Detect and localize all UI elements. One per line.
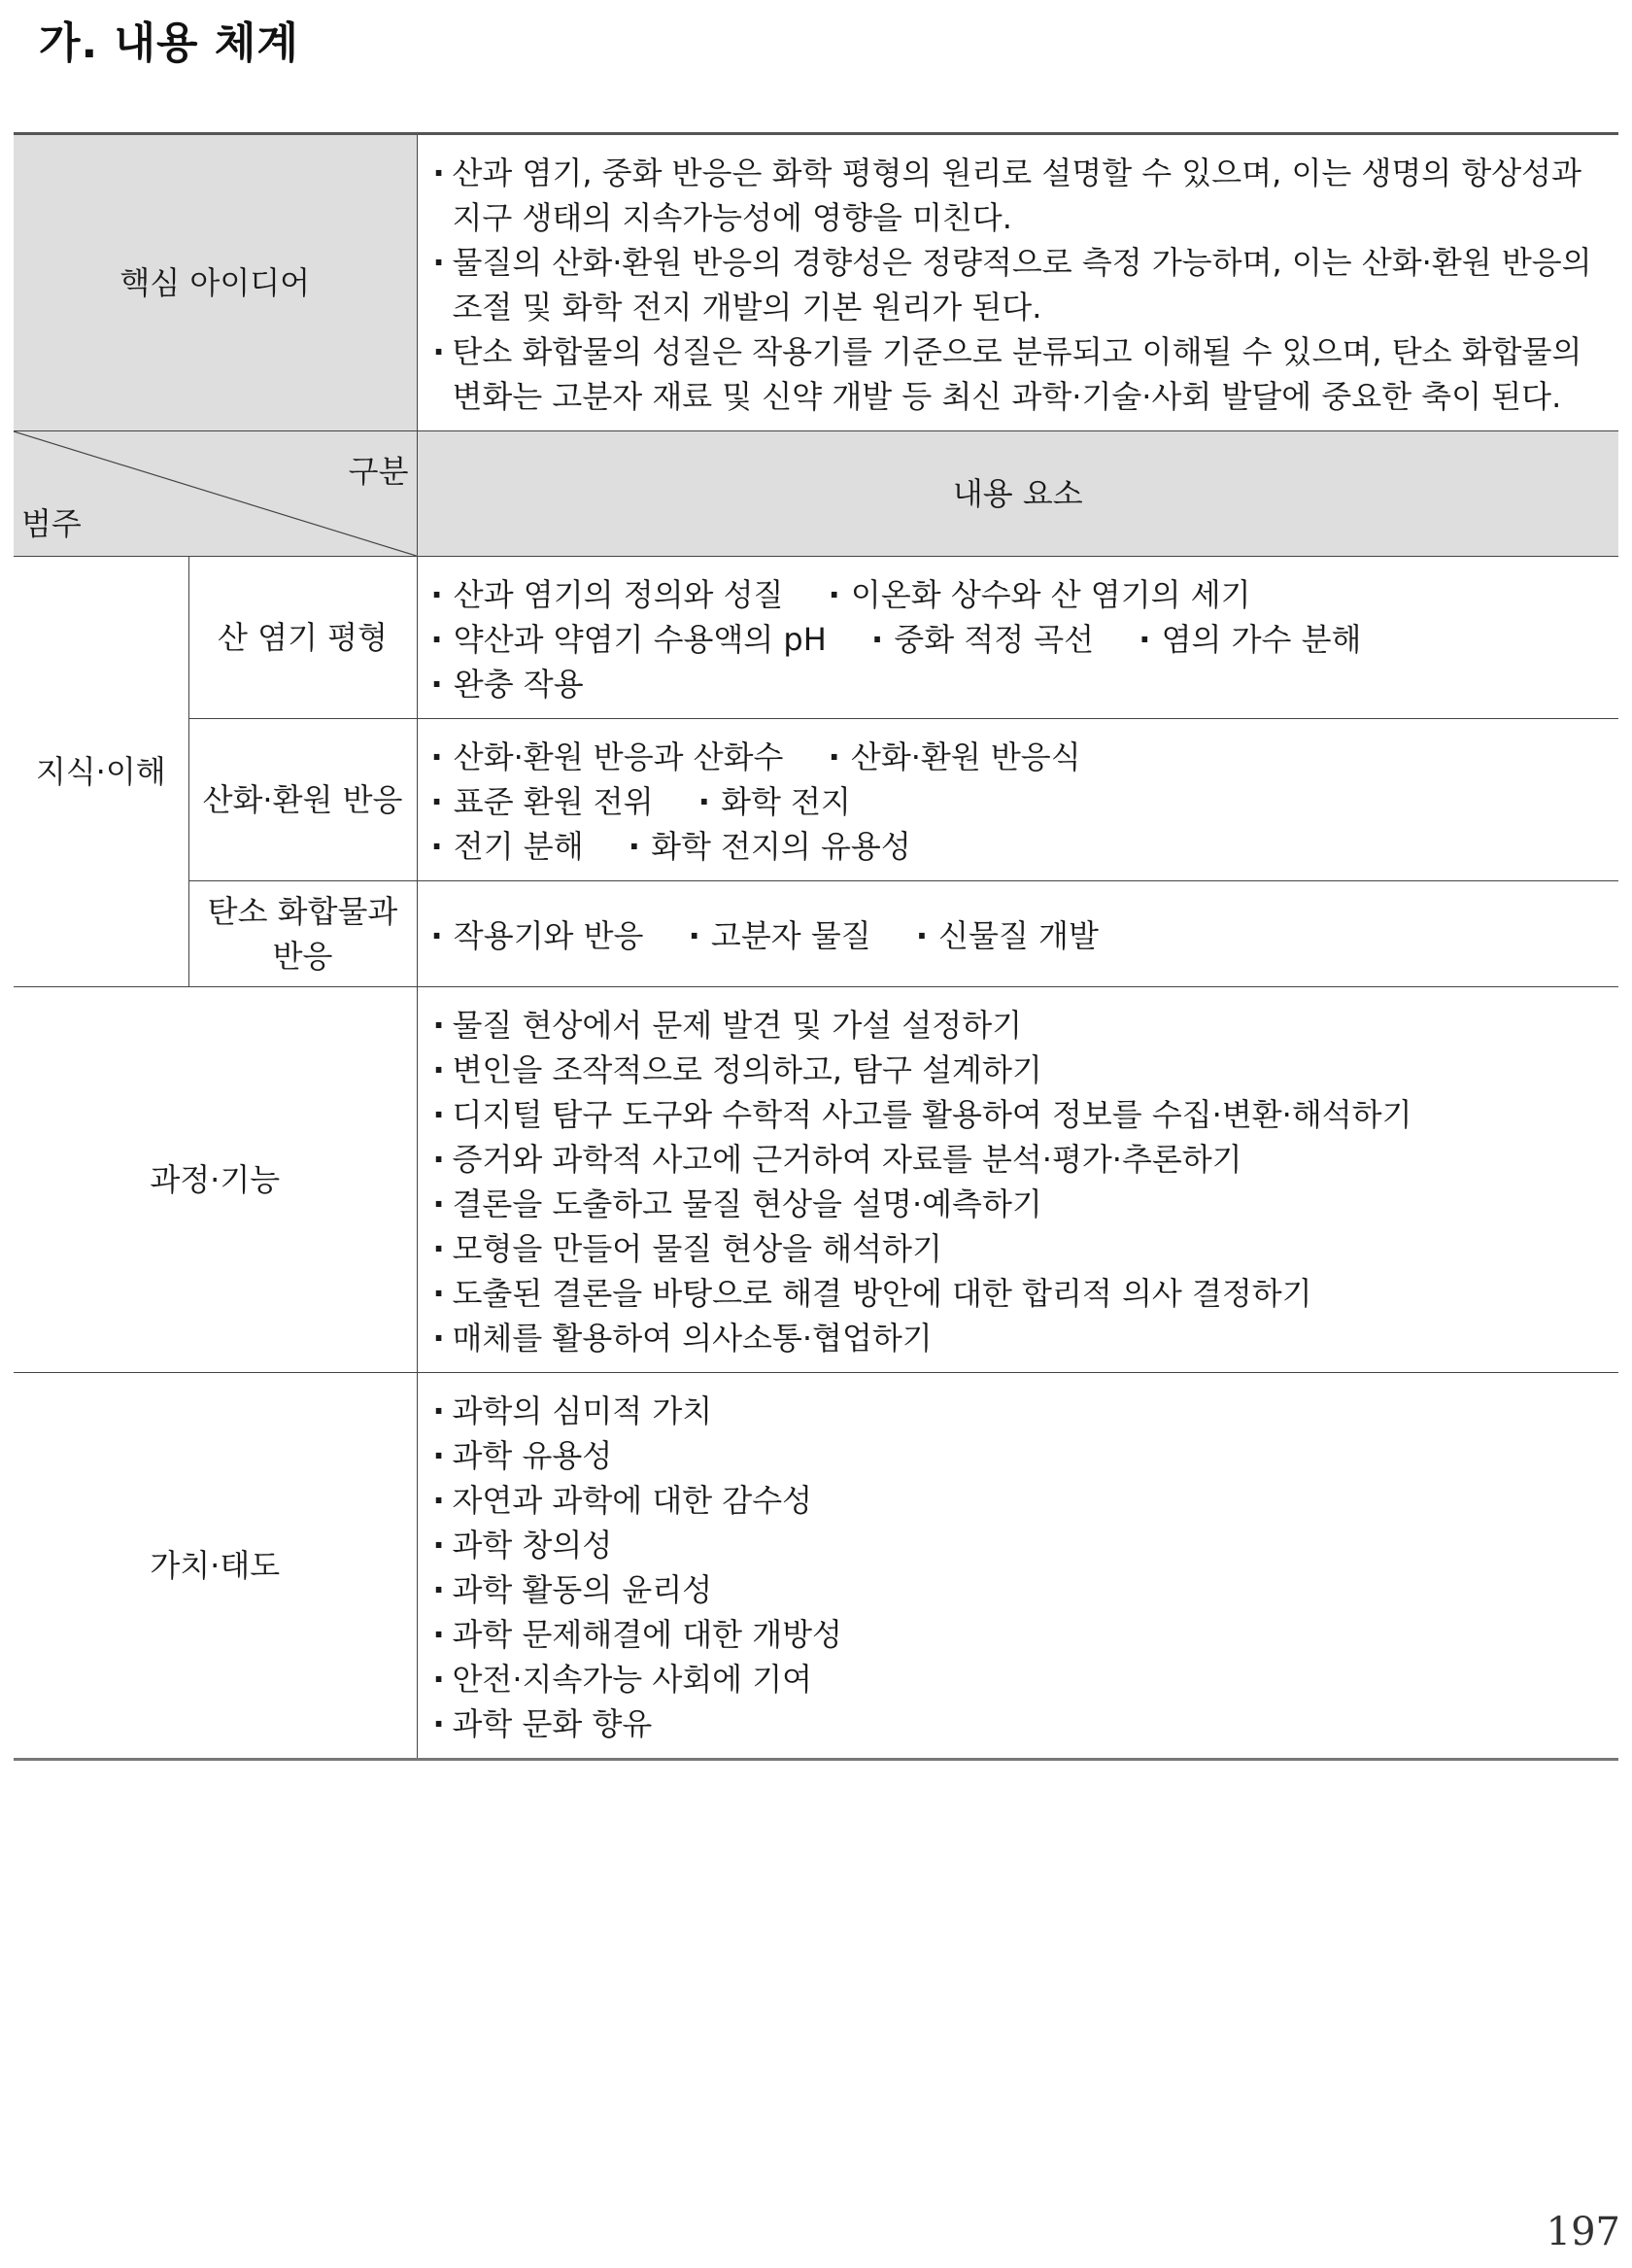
process-item: · 도출된 결론을 바탕으로 해결 방안에 대한 합리적 의사 결정하기 bbox=[431, 1271, 1612, 1316]
values-row bbox=[14, 1373, 1618, 1760]
values-category-cell bbox=[14, 1373, 417, 1760]
content-item: · 작용기와 반응 bbox=[431, 913, 644, 958]
values-item: · 과학 활동의 윤리성 bbox=[431, 1567, 1612, 1612]
content-item: · 고분자 물질 bbox=[689, 913, 871, 958]
content-item: · 염의 가수 분해 bbox=[1139, 617, 1361, 662]
values-item: · 과학의 심미적 가치 bbox=[431, 1389, 1612, 1433]
process-content-cell bbox=[417, 987, 1618, 1373]
values-content-cell bbox=[417, 1373, 1618, 1760]
content-item: · 산화·환원 반응식 bbox=[829, 735, 1081, 779]
content-item: · 완충 작용 bbox=[431, 662, 584, 706]
process-category-label: 과정·기능 bbox=[150, 1161, 281, 1198]
core-idea-item: · 산과 염기, 중화 반응은 화학 평형의 원리로 설명할 수 있으며, 이는 생명의 항상성과 지구 생태의 지속가능성에 영향을 미친다. bbox=[431, 151, 1612, 240]
process-item: · 변인을 조작적으로 정의하고, 탐구 설계하기 bbox=[431, 1048, 1612, 1092]
values-item: · 과학 문화 향유 bbox=[431, 1701, 1612, 1746]
subcategory-label: 탄소 화합물과 bbox=[207, 893, 398, 930]
subcategory-cell bbox=[188, 881, 417, 987]
process-item: · 디지털 탐구 도구와 수학적 사고를 활용하여 정보를 수집·변환·해석하기 bbox=[431, 1092, 1612, 1137]
header-row bbox=[14, 431, 1618, 557]
process-row bbox=[14, 987, 1618, 1373]
subcategory-cell bbox=[188, 557, 417, 719]
core-idea-content bbox=[417, 134, 1618, 431]
process-item: · 증거와 과학적 사고에 근거하여 자료를 분석·평가·추론하기 bbox=[431, 1137, 1612, 1182]
process-item: · 매체를 활용하여 의사소통·협업하기 bbox=[431, 1316, 1612, 1360]
values-item: · 안전·지속가능 사회에 기여 bbox=[431, 1657, 1612, 1701]
values-item: · 자연과 과학에 대한 감수성 bbox=[431, 1478, 1612, 1523]
content-header-label: 내용 요소 bbox=[952, 475, 1083, 512]
process-category-cell bbox=[14, 987, 417, 1373]
core-idea-item: · 탄소 화합물의 성질은 작용기를 기준으로 분류되고 이해될 수 있으며, 탄소 화합물의 변화는 고분자 재료 및 신약 개발 등 최신 과학·기술·사회 발달에 중요한 축이 된다. bbox=[431, 329, 1612, 419]
content-item: · 산과 염기의 정의와 성질 bbox=[431, 572, 784, 617]
page-number: 197 bbox=[1546, 2210, 1620, 2254]
diagonal-header-cell bbox=[14, 431, 417, 557]
subcategory-label: 산화·환원 반응 bbox=[202, 781, 403, 818]
process-item: · 물질 현상에서 문제 발견 및 가설 설정하기 bbox=[431, 1003, 1612, 1048]
core-idea-row bbox=[14, 134, 1618, 431]
content-item: · 전기 분해 bbox=[431, 824, 584, 869]
knowledge-content-cell bbox=[417, 557, 1618, 719]
knowledge-row-redox bbox=[14, 719, 1618, 881]
values-item: · 과학 유용성 bbox=[431, 1433, 1612, 1478]
content-system-table bbox=[14, 132, 1618, 1761]
knowledge-row-acid-base bbox=[14, 557, 1618, 719]
content-item: · 화학 전지 bbox=[698, 779, 851, 824]
content-item: · 신물질 개발 bbox=[916, 913, 1099, 958]
content-header-cell bbox=[417, 431, 1618, 557]
content-item: · 표준 환원 전위 bbox=[431, 779, 654, 824]
subcategory-label: 반응 bbox=[272, 938, 333, 975]
process-item: · 결론을 도출하고 물질 현상을 설명·예측하기 bbox=[431, 1182, 1612, 1226]
section-title: 가. 내용 체계 bbox=[39, 18, 299, 68]
values-item: · 과학 문제해결에 대한 개방성 bbox=[431, 1612, 1612, 1657]
knowledge-content-cell bbox=[417, 719, 1618, 881]
category-top-label: 구분 bbox=[348, 453, 409, 490]
content-item: · 산화·환원 반응과 산화수 bbox=[431, 735, 784, 779]
content-item: · 중화 적정 곡선 bbox=[871, 617, 1094, 662]
values-item: · 과학 창의성 bbox=[431, 1523, 1612, 1567]
content-item: · 이온화 상수와 산 염기의 세기 bbox=[829, 572, 1251, 617]
knowledge-category-cell bbox=[14, 557, 188, 987]
knowledge-category-label: 지식·이해 bbox=[35, 753, 166, 790]
core-idea-label: 핵심 아이디어 bbox=[119, 264, 311, 301]
subcategory-cell bbox=[188, 719, 417, 881]
values-category-label: 가치·태도 bbox=[150, 1547, 281, 1584]
content-item: · 약산과 약염기 수용액의 pH bbox=[431, 617, 827, 662]
process-item: · 모형을 만들어 물질 현상을 해석하기 bbox=[431, 1226, 1612, 1271]
category-bottom-label: 범주 bbox=[21, 505, 82, 542]
core-idea-item: · 물질의 산화·환원 반응의 경향성은 정량적으로 측정 가능하며, 이는 산화·환원 반응의 조절 및 화학 전지 개발의 기본 원리가 된다. bbox=[431, 240, 1612, 329]
subcategory-label: 산 염기 평형 bbox=[218, 619, 388, 656]
core-idea-label-cell bbox=[14, 134, 417, 431]
knowledge-content-cell bbox=[417, 881, 1618, 987]
content-item: · 화학 전지의 유용성 bbox=[629, 824, 911, 869]
knowledge-row-carbon bbox=[14, 881, 1618, 987]
